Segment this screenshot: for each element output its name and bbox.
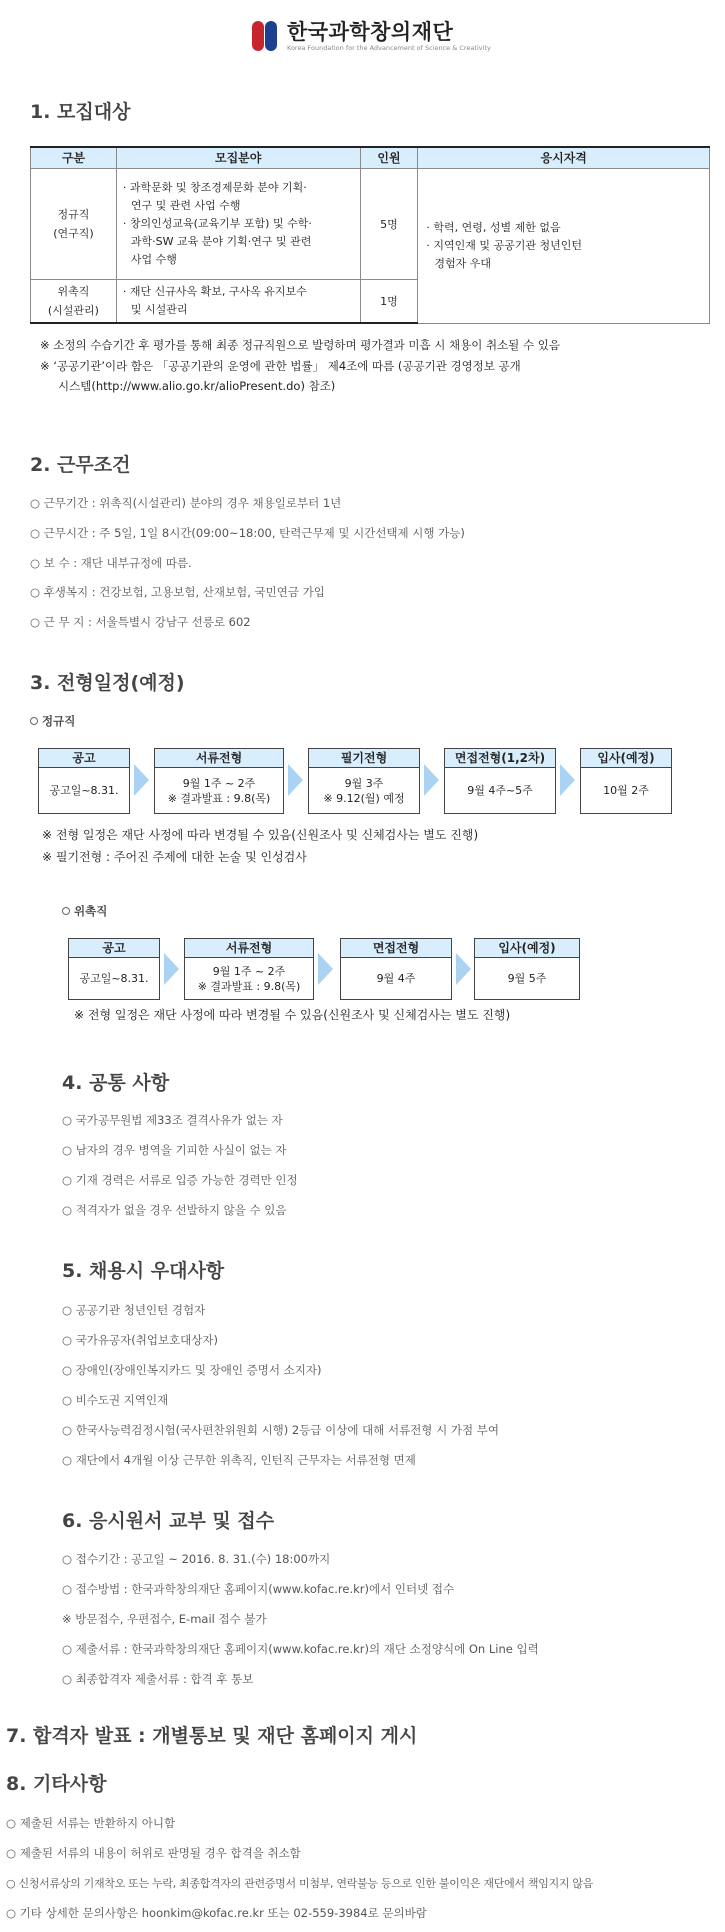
table-row <box>31 168 710 279</box>
table-note: 시스템(http://www.alio.go.kr/alioPresent.do) 참조) <box>58 379 336 393</box>
list-item: ○ 국가공무원법 제33조 결격사유가 없는 자 <box>62 1113 283 1127</box>
section-title-application: 6. 응시원서 교부 및 접수 <box>62 1510 275 1532</box>
schedule-note: ※ 전형 일정은 재단 사정에 따라 변경될 수 있음(신원조사 및 신체검사는 별도 진행) <box>74 1008 511 1022</box>
schedule-note: ※ 필기전형 : 주어진 주제에 대한 논술 및 인성검사 <box>42 850 307 864</box>
list-item: ※ 방문접수, 우편접수, E-mail 접수 불가 <box>62 1612 267 1626</box>
list-item: ○ 제출서류 : 한국과학창의재단 홈페이지(www.kofac.re.kr)의 재단 소정양식에 On Line 입력 <box>62 1642 539 1656</box>
section-title-misc: 8. 기타사항 <box>6 1773 107 1795</box>
section-title-common: 4. 공통 사항 <box>62 1072 170 1094</box>
list-item: ○ 장애인(장애인복지카드 및 장애인 증명서 소지자) <box>62 1363 322 1377</box>
list-item: ○ 후생복지 : 건강보험, 고용보험, 산재보험, 국민연금 가입 <box>30 585 325 599</box>
flow-arrow-icon <box>164 953 179 985</box>
flow-arrow-icon <box>288 764 303 796</box>
schedule-step: 공고 공고일~8.31. <box>38 748 130 814</box>
schedule-step: 서류전형 9월 1주 ~ 2주 ※ 결과발표 : 9.8(목) <box>184 938 314 1000</box>
list-item: ○ 제출된 서류는 반환하지 아니함 <box>6 1816 176 1830</box>
flow-arrow-icon <box>560 764 575 796</box>
list-item: ○ 공공기관 청년인턴 경험자 <box>62 1303 206 1317</box>
list-item: ○ 접수방법 : 한국과학창의재단 홈페이지(www.kofac.re.kr)에서 인터넷 접수 <box>62 1582 455 1596</box>
list-item: ○ 기타 상세한 문의사항은 hoonkim@kofac.re.kr 또는 02-559-3984로 문의바람 <box>6 1906 427 1920</box>
count-cell: 5명 <box>360 168 418 279</box>
section-title-work-conditions: 2. 근무조건 <box>30 454 131 476</box>
list-item: ○ 적격자가 없을 경우 선발하지 않을 수 있음 <box>62 1203 287 1217</box>
list-item: ○ 근 무 지 : 서울특별시 강남구 선릉로 602 <box>30 615 251 629</box>
list-item: ○ 재단에서 4개월 이상 근무한 위촉직, 인턴직 근무자는 서류전형 면제 <box>62 1453 416 1467</box>
section-title-preferences: 5. 채용시 우대사항 <box>62 1260 225 1282</box>
schedule-step: 공고 공고일~8.31. <box>68 938 160 1000</box>
category-cell: 위촉직 (시설관리) <box>31 279 117 323</box>
flow-arrow-icon <box>424 764 439 796</box>
section-title-schedule: 3. 전형일정(예정) <box>30 672 185 694</box>
schedule-step: 서류전형 9월 1주 ~ 2주 ※ 결과발표 : 9.8(목) <box>154 748 284 814</box>
list-item: ○ 제출된 서류의 내용이 허위로 판명될 경우 합격을 취소함 <box>6 1846 301 1860</box>
list-item: ○ 신청서류상의 기재착오 또는 누락, 최종합격자의 관련증명서 미첨부, 연락불능 등으로 인한 불이익은 재단에서 책임지지 않음 <box>6 1877 594 1890</box>
list-item: ○ 근무시간 : 주 5일, 1일 8시간(09:00~18:00, 탄력근무제 및 시간선택제 시행 가능) <box>30 526 465 540</box>
table-header: 모집분야 <box>116 147 360 168</box>
table-note: ※ ‘공공기관’이라 함은 「공공기관의 운영에 관한 법률」 제4조에 따름 (공공기관 경영정보 공개 <box>40 359 521 373</box>
schedule-step: 입사(예정) 10월 2주 <box>580 748 672 814</box>
qualification-cell: · 학력, 연령, 성별 제한 없음 · 지역인재 및 공공기관 청년인턴 경험자 우대 <box>418 168 710 323</box>
org-logo <box>251 16 491 56</box>
recruitment-table <box>30 146 710 324</box>
org-name: 한국과학창의재단 <box>287 19 454 44</box>
flow-arrow-icon <box>134 764 149 796</box>
list-item: ○ 보 수 : 재단 내부규정에 따름. <box>30 556 192 570</box>
schedule-step: 면접전형 9월 4주 <box>340 938 452 1000</box>
schedule-step: 필기전형 9월 3주 ※ 9.12(월) 예정 <box>308 748 420 814</box>
table-header: 구분 <box>31 147 117 168</box>
list-item: ○ 비수도권 지역인재 <box>62 1393 169 1407</box>
logo-mark-icon <box>251 19 279 53</box>
table-header: 응시자격 <box>418 147 710 168</box>
list-item: ○ 최종합격자 제출서류 : 합격 후 통보 <box>62 1672 254 1686</box>
schedule-contract-label: 위촉직 <box>62 903 107 919</box>
count-cell: 1명 <box>360 279 418 323</box>
section-title-announcement: 7. 합격자 발표 : 개별통보 및 재단 홈페이지 게시 <box>6 1725 418 1747</box>
schedule-step: 면접전형(1,2차) 9월 4주~5주 <box>444 748 556 814</box>
field-cell: · 과학문화 및 창조경제문화 분야 기획· 연구 및 관련 사업 수행 · 창의인성교육(교육기부 포함) 및 수학· 과학·SW 교육 분야 기획·연구 및 관련 사업 수행 <box>116 168 360 279</box>
section-title-recruitment: 1. 모집대상 <box>30 101 131 123</box>
list-item: ○ 한국사능력검정시험(국사편찬위원회 시행) 2등급 이상에 대해 서류전형 시 가점 부여 <box>62 1423 499 1437</box>
list-item: ○ 접수기간 : 공고일 ~ 2016. 8. 31.(수) 18:00까지 <box>62 1552 331 1566</box>
schedule-step: 입사(예정) 9월 5주 <box>474 938 580 1000</box>
list-item: ○ 근무기간 : 위촉직(시설관리) 분야의 경우 채용일로부터 1년 <box>30 496 342 510</box>
flow-arrow-icon <box>318 953 333 985</box>
org-english-name: Korea Foundation for the Advancement of Science & Creativity <box>287 43 491 52</box>
flow-arrow-icon <box>456 953 471 985</box>
schedule-regular-label: 정규직 <box>30 713 75 729</box>
list-item: ○ 기재 경력은 서류로 입증 가능한 경력만 인정 <box>62 1173 298 1187</box>
table-note: ※ 소정의 수습기간 후 평가를 통해 최종 정규직원으로 발령하며 평가결과 미흡 시 채용이 취소될 수 있음 <box>40 338 560 352</box>
field-cell: · 재단 신규사옥 확보, 구사옥 유지보수 및 시설관리 <box>116 279 360 323</box>
table-header: 인원 <box>360 147 418 168</box>
category-cell: 정규직 (연구직) <box>31 168 117 279</box>
schedule-note: ※ 전형 일정은 재단 사정에 따라 변경될 수 있음(신원조사 및 신체검사는 별도 진행) <box>42 828 479 842</box>
list-item: ○ 남자의 경우 병역을 기피한 사실이 없는 자 <box>62 1143 287 1157</box>
list-item: ○ 국가유공자(취업보호대상자) <box>62 1333 218 1347</box>
